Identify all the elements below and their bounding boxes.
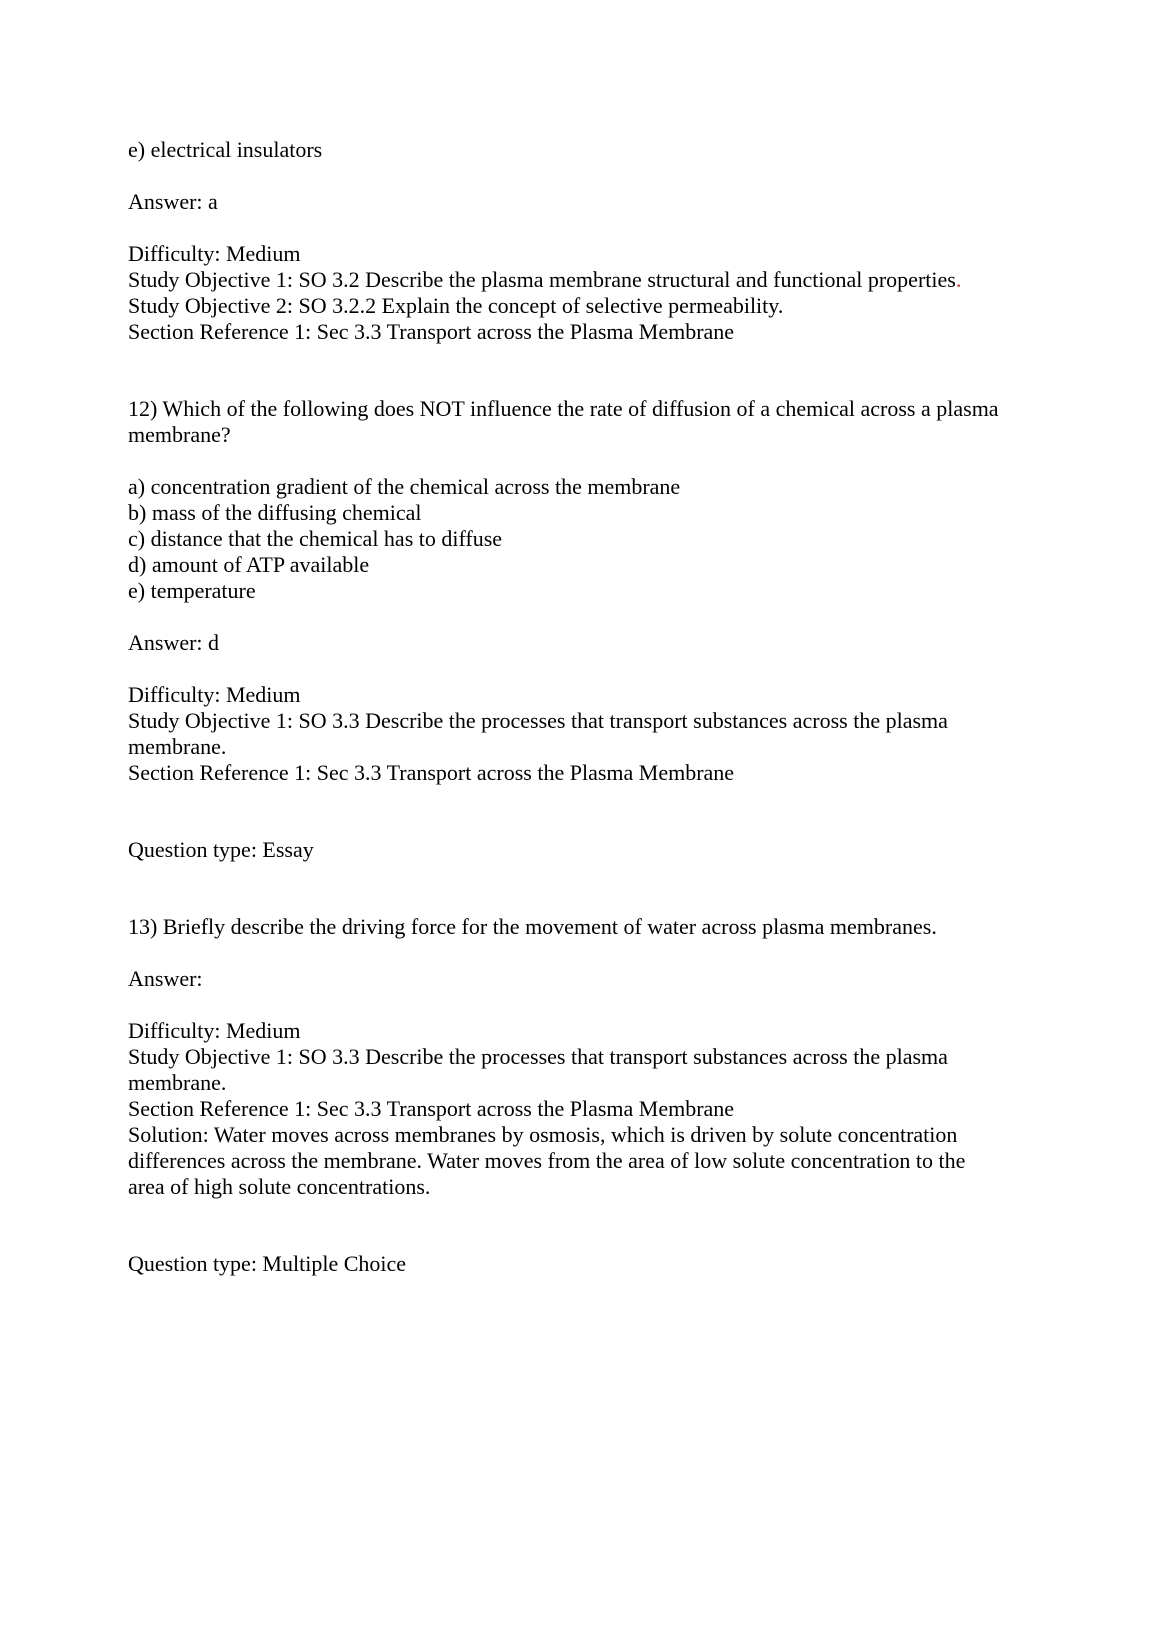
q12-question-line2: membrane? bbox=[128, 422, 231, 447]
q13-study-objective-1-line2: membrane. bbox=[128, 1070, 227, 1095]
q11-study-objective-1-text: Study Objective 1: SO 3.2 Describe the plasma membrane structural and functional properties bbox=[128, 267, 956, 292]
q12-option-d: d) amount of ATP available bbox=[128, 552, 370, 577]
q12-difficulty: Difficulty: Medium bbox=[128, 682, 301, 707]
q13-solution-line3: area of high solute concentrations. bbox=[128, 1174, 431, 1199]
q13-solution-line1: Solution: Water moves across membranes by osmosis, which is driven by solute concentration bbox=[128, 1122, 958, 1147]
q13-difficulty: Difficulty: Medium bbox=[128, 1018, 301, 1043]
q11-study-objective-2: Study Objective 2: SO 3.2.2 Explain the concept of selective permeability. bbox=[128, 293, 784, 318]
q13-solution-line2: differences across the membrane. Water moves from the area of low solute concentration to the bbox=[128, 1148, 966, 1173]
question-type-multiple-choice: Question type: Multiple Choice bbox=[128, 1251, 407, 1276]
q12-study-objective-1-line2: membrane. bbox=[128, 734, 227, 759]
q12-option-e: e) temperature bbox=[128, 578, 256, 603]
q11-study-objective-1 bbox=[128, 267, 961, 293]
q12-option-c: c) distance that the chemical has to diffuse bbox=[128, 526, 503, 551]
q13-section-reference-1: Section Reference 1: Sec 3.3 Transport across the Plasma Membrane bbox=[128, 1096, 735, 1121]
question-type-essay: Question type: Essay bbox=[128, 837, 314, 862]
q11-option-e: e) electrical insulators bbox=[128, 137, 323, 162]
q13-question: 13) Briefly describe the driving force for the movement of water across plasma membranes. bbox=[128, 914, 937, 939]
q11-section-reference-1: Section Reference 1: Sec 3.3 Transport across the Plasma Membrane bbox=[128, 319, 735, 344]
q11-study-objective-1-end: . bbox=[955, 267, 962, 292]
q11-difficulty: Difficulty: Medium bbox=[128, 241, 301, 266]
q12-study-objective-1-line1: Study Objective 1: SO 3.3 Describe the processes that transport substances across the plasma bbox=[128, 708, 948, 733]
q12-option-b: b) mass of the diffusing chemical bbox=[128, 500, 422, 525]
q12-answer: Answer: d bbox=[128, 630, 220, 655]
q13-study-objective-1-line1: Study Objective 1: SO 3.3 Describe the processes that transport substances across the plasma bbox=[128, 1044, 948, 1069]
q12-section-reference-1: Section Reference 1: Sec 3.3 Transport across the Plasma Membrane bbox=[128, 760, 735, 785]
q12-question-line1: 12) Which of the following does NOT influence the rate of diffusion of a chemical across a plasma bbox=[128, 396, 999, 421]
q12-option-a: a) concentration gradient of the chemical across the membrane bbox=[128, 474, 681, 499]
q13-answer: Answer: bbox=[128, 966, 203, 991]
q11-answer: Answer: a bbox=[128, 189, 218, 214]
